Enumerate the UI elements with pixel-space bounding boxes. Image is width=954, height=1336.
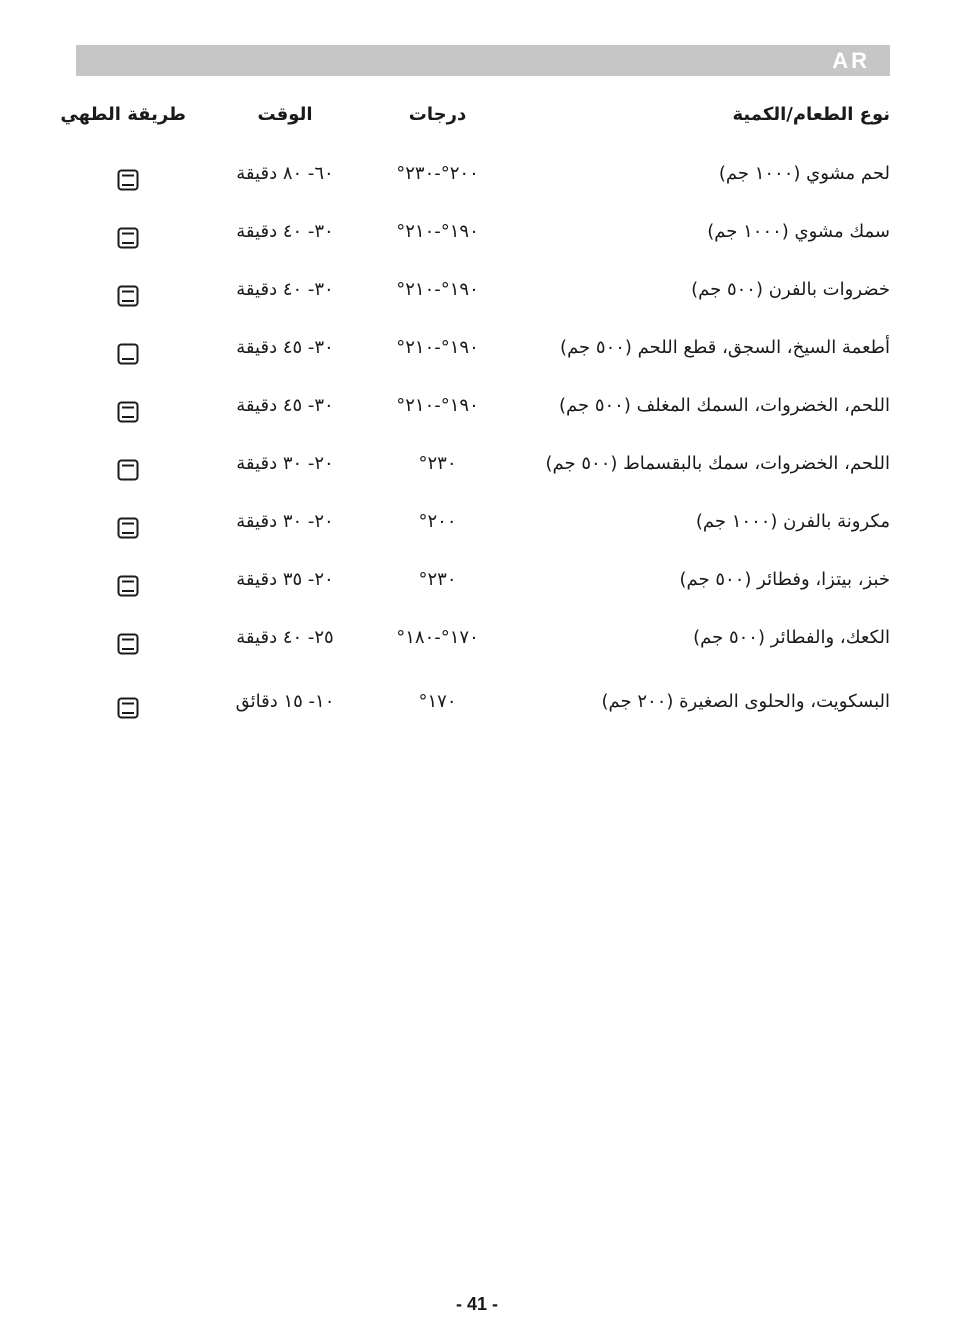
row-time: ٢٠- ٣٥ دقيقة bbox=[236, 569, 334, 590]
oven-top-heat-icon bbox=[117, 697, 139, 719]
oven-top-only-icon bbox=[117, 459, 139, 481]
row-temperature: ٢٣٠° bbox=[418, 453, 457, 474]
row-food: اللحم، الخضروات، السمك المغلف (٥٠٠ جم) bbox=[558, 395, 890, 416]
row-food: البسكويت، والحلوى الصغيرة (٢٠٠ جم) bbox=[601, 691, 890, 712]
row-time: ٣٠- ٤٠ دقيقة bbox=[236, 279, 334, 300]
row-food: اللحم، الخضروات، سمك بالبقسماط (٥٠٠ جم) bbox=[545, 453, 890, 474]
oven-top-heat-icon bbox=[117, 633, 139, 655]
table-row bbox=[0, 221, 954, 253]
table-row bbox=[0, 569, 954, 601]
table-row bbox=[0, 627, 954, 659]
table-row bbox=[0, 279, 954, 311]
row-food: الكعك، والفطائر (٥٠٠ جم) bbox=[693, 627, 890, 648]
row-time: ٦٠- ٨٠ دقيقة bbox=[236, 163, 334, 184]
row-temperature: ٢٣٠° bbox=[418, 569, 457, 590]
row-time: ٣٠- ٤٥ دقيقة bbox=[236, 395, 334, 416]
row-time: ٣٠- ٤٠ دقيقة bbox=[236, 221, 334, 242]
table-row bbox=[0, 337, 954, 369]
row-temperature: ١٧٠° bbox=[418, 691, 457, 712]
row-time: ١٠- ١٥ دقائق bbox=[235, 691, 335, 712]
oven-top-heat-icon bbox=[117, 169, 139, 191]
row-food: أطعمة السيخ، السجق، قطع اللحم (٥٠٠ جم) bbox=[560, 337, 890, 358]
header-time: الوقت bbox=[257, 104, 313, 125]
table-row bbox=[0, 691, 954, 723]
row-time: ٣٠- ٤٥ دقيقة bbox=[236, 337, 334, 358]
row-temperature: ١٩٠°-٢١٠° bbox=[396, 221, 479, 242]
table-row bbox=[0, 163, 954, 195]
oven-top-heat-icon bbox=[117, 575, 139, 597]
table-row bbox=[0, 395, 954, 427]
header-food: نوع الطعام/الكمية bbox=[732, 104, 890, 125]
row-temperature: ١٩٠°-٢١٠° bbox=[396, 337, 479, 358]
oven-top-heat-icon bbox=[117, 517, 139, 539]
oven-top-heat-icon bbox=[117, 401, 139, 423]
page-number: - 41 - bbox=[455, 1294, 498, 1314]
row-food: خبز، بيتزا، وفطائر (٥٠٠ جم) bbox=[679, 569, 890, 590]
oven-bottom-heat-icon bbox=[117, 343, 139, 365]
row-temperature: ٢٠٠°-٢٣٠° bbox=[396, 163, 479, 184]
row-temperature: ١٩٠°-٢١٠° bbox=[396, 279, 479, 300]
row-time: ٢٠- ٣٠ دقيقة bbox=[236, 453, 334, 474]
row-food: لحم مشوي (١٠٠٠ جم) bbox=[718, 163, 890, 184]
row-temperature: ١٧٠°-١٨٠° bbox=[396, 627, 479, 648]
row-temperature: ١٩٠°-٢١٠° bbox=[396, 395, 479, 416]
row-food: خضروات بالفرن (٥٠٠ جم) bbox=[691, 279, 890, 300]
row-time: ٢٥- ٤٠ دقيقة bbox=[236, 627, 334, 648]
oven-top-heat-icon bbox=[117, 227, 139, 249]
language-code: AR bbox=[832, 48, 870, 73]
header-temperature: درجات bbox=[408, 104, 467, 125]
row-time: ٢٠- ٣٠ دقيقة bbox=[236, 511, 334, 532]
row-food: مكرونة بالفرن (١٠٠٠ جم) bbox=[695, 511, 890, 532]
row-temperature: ٢٠٠° bbox=[418, 511, 457, 532]
table-row bbox=[0, 511, 954, 543]
oven-top-heat-icon bbox=[117, 285, 139, 307]
table-row bbox=[0, 453, 954, 485]
row-food: سمك مشوي (١٠٠٠ جم) bbox=[707, 221, 890, 242]
header-method: طريقة الطهي bbox=[60, 104, 186, 125]
